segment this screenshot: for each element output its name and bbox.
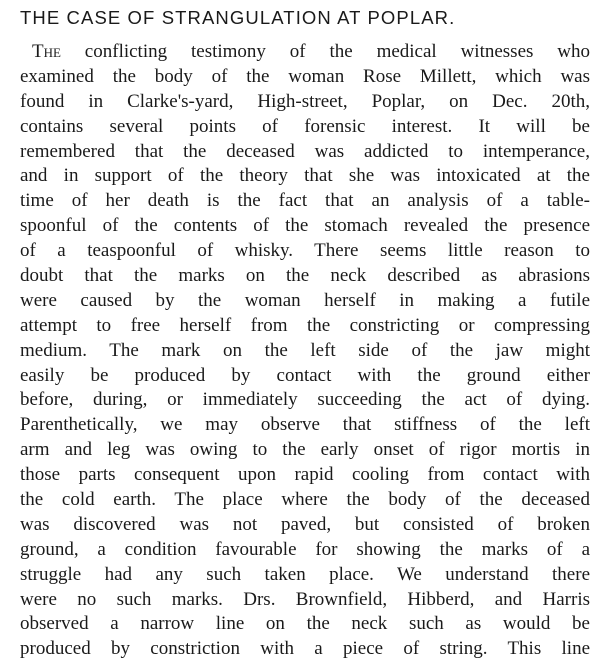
article-line: Parenthetically, we may observe that stiffness of the left (20, 414, 590, 436)
article-line: contains several points of forensic interest. It will be (20, 115, 590, 137)
drop-word: The (32, 41, 61, 62)
article-line: ground, a condition favourable for showing the marks of a (20, 538, 590, 560)
article-line: of a teaspoonful of whisky. There seems little reason to (20, 240, 590, 262)
article-line: was discovered was not paved, but consisted of broken (20, 513, 590, 535)
article-line: spoonful of the contents of the stomach revealed the presence (20, 215, 590, 237)
article-line: observed a narrow line on the neck such as would be (20, 613, 590, 635)
article-line: before, during, or immediately succeeding the act of dying. (20, 389, 590, 411)
article-line (20, 40, 590, 65)
article-line-text: conflicting testimony of the medical witnesses who (60, 41, 590, 62)
article-line: those parts consequent upon rapid cooling from contact with (20, 464, 590, 486)
article-line: and in support of the theory that she was intoxicated at the (20, 165, 590, 187)
article-line: found in Clarke's-yard, High-street, Poplar, on Dec. 20th, (20, 90, 590, 112)
article-line: arm and leg was owing to the early onset of rigor mortis in (20, 439, 590, 461)
article-line: medium. The mark on the left side of the jaw might (20, 339, 590, 361)
article-line: the cold earth. The place where the body of the deceased (20, 489, 590, 511)
article-line: time of her death is the fact that an analysis of a table- (20, 190, 590, 212)
article-line: easily be produced by contact with the ground either (20, 364, 590, 386)
article-line: examined the body of the woman Rose Millett, which was (20, 65, 590, 87)
article-line: produced by constriction with a piece of string. This line (20, 638, 590, 660)
article-line: were caused by the woman herself in making a futile (20, 289, 590, 311)
article-line: doubt that the marks on the neck described as abrasions (20, 265, 590, 287)
article-line: struggle had any such taken place. We understand there (20, 563, 590, 585)
article-line: attempt to free herself from the constricting or compressing (20, 314, 590, 336)
article-title: THE CASE OF STRANGULATION AT POPLAR. (20, 7, 456, 28)
article-line: remembered that the deceased was addicted to intemperance, (20, 140, 590, 162)
article-line: were no such marks. Drs. Brownfield, Hibberd, and Harris (20, 588, 590, 610)
article-body (20, 40, 590, 661)
